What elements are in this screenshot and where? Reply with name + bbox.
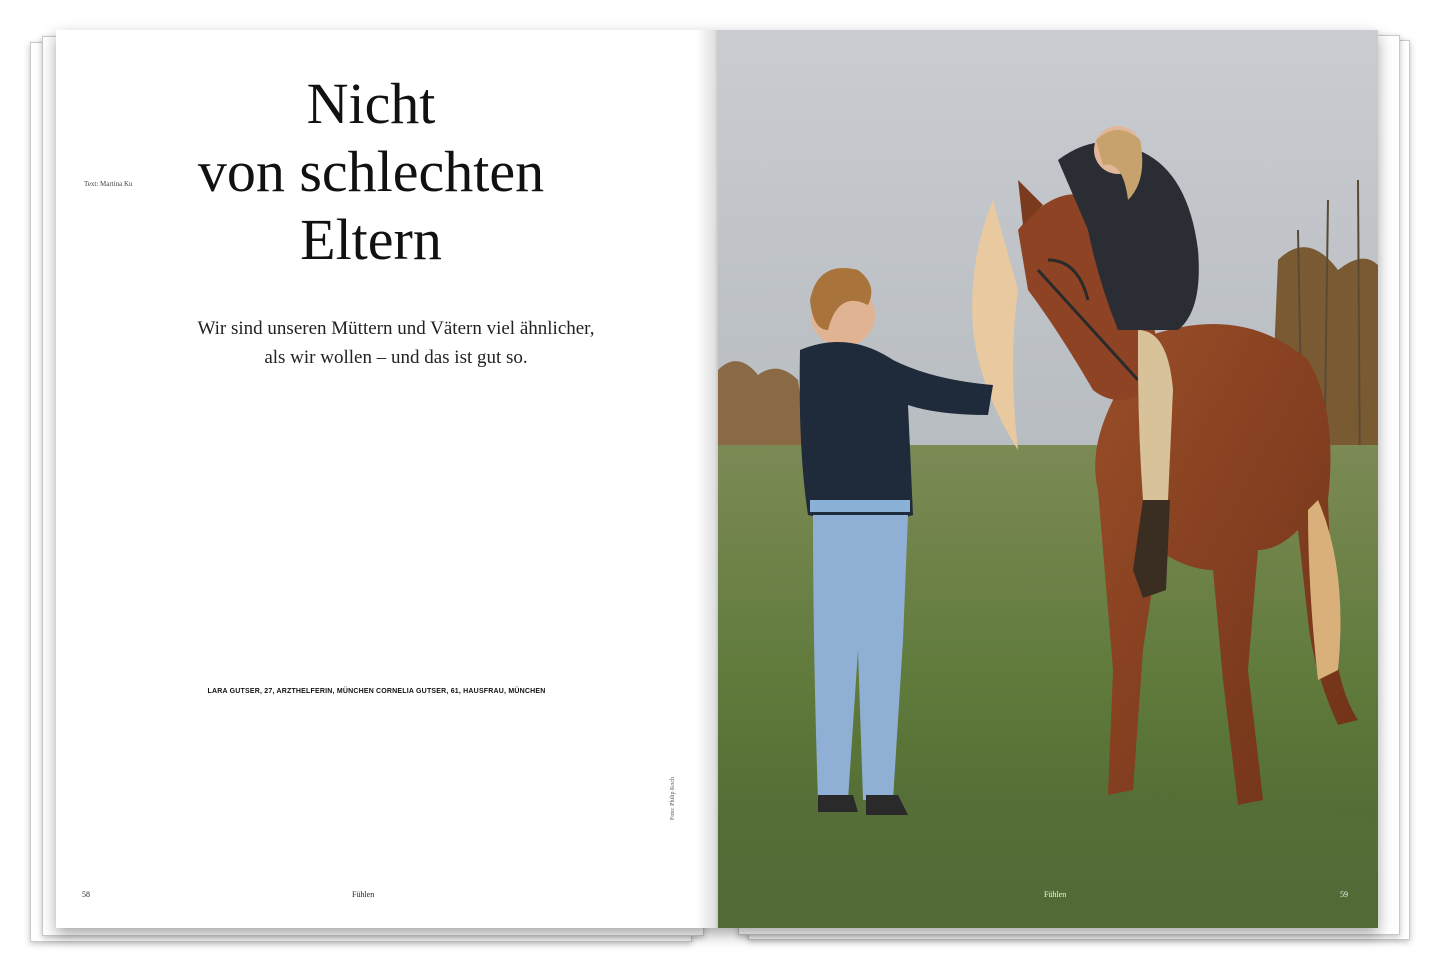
horse-photo — [718, 30, 1378, 928]
photo-credit: Foto: Philip Koch — [670, 776, 676, 820]
interviewee-name: LARA GUTSER, 27, ARZTHELFERIN, MÜNCHEN — [207, 688, 374, 695]
interviewee-name: CORNELIA GUTSER, 61, HAUSFRAU, MÜNCHEN — [376, 688, 546, 695]
magazine-name: Fühlen — [1044, 890, 1067, 899]
deck-subtitle — [116, 314, 676, 372]
magazine-name: Fühlen — [352, 890, 375, 899]
deck-line: Wir sind unseren Müttern und Vätern viel ähnlicher, — [197, 318, 595, 339]
body-column — [481, 462, 666, 647]
author-credit: Text: Martina Ku — [84, 180, 133, 188]
page-number: 59 — [1340, 890, 1348, 899]
right-page — [718, 30, 1378, 928]
interview-cornelia — [376, 686, 594, 700]
spine-gutter — [696, 30, 718, 928]
left-page — [56, 30, 718, 928]
body-text — [80, 462, 666, 647]
headline — [166, 70, 576, 274]
body-column — [281, 462, 466, 647]
page-number: 58 — [82, 890, 90, 899]
headline-line: Eltern — [300, 207, 442, 272]
deck-line: als wir wollen – und das ist gut so. — [264, 347, 528, 368]
body-column — [80, 462, 265, 647]
headline-line: von schlechten — [197, 139, 545, 204]
interview-lara — [156, 686, 374, 700]
magazine-spread — [56, 30, 1378, 928]
headline-line: Nicht — [306, 71, 436, 136]
